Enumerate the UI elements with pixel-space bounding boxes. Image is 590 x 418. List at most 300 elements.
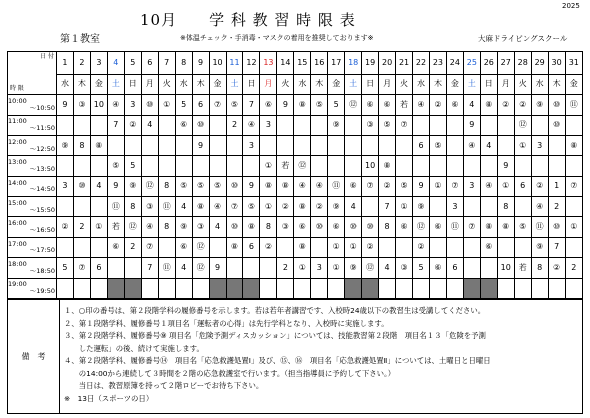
lesson-cell: 5 bbox=[175, 95, 192, 115]
weekday-cell: 水 bbox=[294, 74, 311, 94]
period-end: ～10:50 bbox=[29, 103, 55, 112]
lesson-cell bbox=[124, 258, 141, 278]
lesson-cell bbox=[277, 237, 294, 257]
date-cell: 28 bbox=[514, 52, 531, 75]
lesson-cell bbox=[446, 237, 463, 257]
period-time bbox=[8, 135, 57, 155]
lesson-cell: 9 bbox=[277, 95, 294, 115]
lesson-cell: ⑧ bbox=[192, 197, 209, 217]
lesson-cell bbox=[531, 156, 548, 176]
period-start: 19:00 bbox=[8, 280, 27, 289]
lesson-cell bbox=[294, 135, 311, 155]
lesson-cell bbox=[328, 135, 345, 155]
lesson-cell bbox=[328, 278, 345, 298]
lesson-cell: 8 bbox=[531, 258, 548, 278]
lesson-cell: ⑩ bbox=[73, 176, 90, 196]
period-end: ～13:50 bbox=[29, 164, 55, 173]
lesson-cell: 7 bbox=[548, 237, 565, 257]
weekday-cell: 金 bbox=[328, 74, 345, 94]
lesson-cell bbox=[141, 278, 158, 298]
lesson-cell: ① bbox=[90, 217, 107, 237]
lesson-cell: ⑤ bbox=[226, 95, 243, 115]
date-cell: 16 bbox=[311, 52, 328, 75]
lesson-cell bbox=[413, 278, 430, 298]
lesson-cell: 4 bbox=[90, 176, 107, 196]
note-line: した運転」の後、続けて実施します。 bbox=[64, 343, 204, 353]
period-start: 12:00 bbox=[8, 137, 27, 146]
lesson-cell: ① bbox=[328, 237, 345, 257]
lesson-cell: ③ bbox=[192, 217, 209, 237]
lesson-cell bbox=[73, 278, 90, 298]
lesson-cell bbox=[311, 135, 328, 155]
period-start: 14:00 bbox=[8, 178, 27, 187]
lesson-cell bbox=[226, 278, 243, 298]
lesson-cell: ⑧ bbox=[90, 135, 107, 155]
lesson-cell bbox=[463, 237, 480, 257]
lesson-cell: 7 bbox=[379, 197, 396, 217]
lesson-cell: 4 bbox=[480, 135, 497, 155]
weekday-cell: 木 bbox=[73, 74, 90, 94]
lesson-cell: ⑦ bbox=[446, 176, 463, 196]
lesson-cell: 若 bbox=[396, 95, 413, 115]
lesson-cell: ④ bbox=[294, 176, 311, 196]
lesson-cell: ⑦ bbox=[463, 217, 480, 237]
lesson-cell bbox=[277, 135, 294, 155]
lesson-cell bbox=[396, 237, 413, 257]
lesson-cell: 6 bbox=[514, 176, 531, 196]
lesson-cell: ② bbox=[277, 197, 294, 217]
lesson-cell bbox=[446, 115, 463, 135]
lesson-cell bbox=[209, 156, 226, 176]
lesson-cell: 3 bbox=[463, 176, 480, 196]
lesson-cell bbox=[209, 135, 226, 155]
lesson-cell bbox=[446, 278, 463, 298]
period-start: 15:00 bbox=[8, 198, 27, 207]
lesson-cell bbox=[141, 156, 158, 176]
lesson-cell bbox=[396, 135, 413, 155]
lesson-cell bbox=[124, 278, 141, 298]
lesson-cell: ⑤ bbox=[311, 95, 328, 115]
lesson-cell: ⑧ bbox=[294, 237, 311, 257]
date-cell: 26 bbox=[480, 52, 497, 75]
date-cell: 22 bbox=[413, 52, 430, 75]
lesson-cell bbox=[379, 237, 396, 257]
weekday-cell: 火 bbox=[396, 74, 413, 94]
lesson-cell: 6 bbox=[413, 135, 430, 155]
lesson-cell: ⑤ bbox=[396, 176, 413, 196]
lesson-cell: 4 bbox=[209, 217, 226, 237]
lesson-cell: 7 bbox=[141, 258, 158, 278]
lesson-cell: 3 bbox=[311, 258, 328, 278]
lesson-cell bbox=[429, 278, 446, 298]
period-end: ～12:50 bbox=[29, 144, 55, 153]
lesson-cell: 9 bbox=[497, 156, 514, 176]
lesson-cell: ⑫ bbox=[192, 237, 209, 257]
note-line: 当日は、教習原簿を持って２階ロビーでお待ち下さい。 bbox=[64, 381, 264, 390]
date-cell: 31 bbox=[565, 52, 582, 75]
lesson-cell bbox=[379, 135, 396, 155]
lesson-cell: ② bbox=[311, 197, 328, 217]
lesson-cell: ⑥ bbox=[446, 95, 463, 115]
lesson-cell bbox=[73, 197, 90, 217]
date-cell: 24 bbox=[446, 52, 463, 75]
lesson-cell bbox=[311, 156, 328, 176]
note-line: １、○印の番号は、第２段階学科の履修番号を示します。若は若年者講習です、入校時24歳以下の教習生は受講してください。 bbox=[64, 306, 486, 315]
lesson-cell bbox=[497, 278, 514, 298]
lesson-cell bbox=[514, 278, 531, 298]
lesson-cell: ① bbox=[328, 258, 345, 278]
lesson-cell bbox=[480, 197, 497, 217]
lesson-cell bbox=[429, 237, 446, 257]
lesson-cell: ⑦ bbox=[226, 197, 243, 217]
lesson-cell bbox=[565, 156, 582, 176]
period-end: ～18:50 bbox=[29, 266, 55, 275]
lesson-cell: ⑨ bbox=[175, 217, 192, 237]
lesson-cell bbox=[158, 135, 175, 155]
timetable bbox=[7, 51, 583, 299]
period-time bbox=[8, 258, 57, 278]
lesson-cell: ⑥ bbox=[480, 237, 497, 257]
period-row bbox=[8, 176, 583, 196]
date-cell: 11 bbox=[226, 52, 243, 75]
lesson-cell bbox=[158, 237, 175, 257]
period-end: ～17:50 bbox=[29, 246, 55, 255]
lesson-cell: ② bbox=[413, 237, 430, 257]
date-cell: 21 bbox=[396, 52, 413, 75]
lesson-cell bbox=[209, 237, 226, 257]
lesson-cell bbox=[565, 197, 582, 217]
lesson-cell: 4 bbox=[379, 258, 396, 278]
lesson-cell: 9 bbox=[192, 135, 209, 155]
note-line: ３、第２段階学科、履修番号⑨ 項目名「危険予測ディスカッション」については、技能教習第２段階 項目名１３「危険を予測 bbox=[64, 331, 486, 340]
period-time bbox=[8, 176, 57, 196]
lesson-cell: 2 bbox=[277, 258, 294, 278]
weekday-cell: 月 bbox=[497, 74, 514, 94]
lesson-cell bbox=[175, 156, 192, 176]
lesson-cell: ⑨ bbox=[413, 197, 430, 217]
page-title: 10月 学 科 教 習 時 限 表 bbox=[140, 11, 356, 29]
lesson-cell: 8 bbox=[158, 176, 175, 196]
lesson-cell: ⑥ bbox=[429, 217, 446, 237]
lesson-cell bbox=[175, 278, 192, 298]
period-row bbox=[8, 237, 583, 257]
weekday-cell: 月 bbox=[141, 74, 158, 94]
lesson-cell bbox=[345, 278, 362, 298]
lesson-cell: 8 bbox=[73, 135, 90, 155]
lesson-cell bbox=[260, 135, 277, 155]
lesson-cell: ⑫ bbox=[141, 176, 158, 196]
lesson-cell: ④ bbox=[311, 176, 328, 196]
weekday-cell: 土 bbox=[345, 74, 362, 94]
lesson-cell: ⑩ bbox=[548, 95, 565, 115]
lesson-cell bbox=[446, 135, 463, 155]
lesson-cell bbox=[345, 115, 362, 135]
lesson-cell: ⑪ bbox=[531, 217, 548, 237]
notes-label: 備 考 bbox=[8, 300, 60, 413]
lesson-cell: ⑥ bbox=[294, 217, 311, 237]
lesson-cell: ⑤ bbox=[243, 197, 260, 217]
lesson-cell: 9 bbox=[57, 95, 74, 115]
date-cell: 14 bbox=[277, 52, 294, 75]
period-time bbox=[8, 278, 57, 298]
lesson-cell: ② bbox=[429, 95, 446, 115]
weekday-cell: 日 bbox=[243, 74, 260, 94]
lesson-cell: ⑧ bbox=[480, 217, 497, 237]
lesson-cell: ⑪ bbox=[328, 176, 345, 196]
period-end: ～15:50 bbox=[29, 205, 55, 214]
lesson-cell: 4 bbox=[175, 258, 192, 278]
lesson-cell: ⑥ bbox=[379, 95, 396, 115]
lesson-cell bbox=[311, 278, 328, 298]
lesson-cell: ⑦ bbox=[362, 176, 379, 196]
lesson-cell: ② bbox=[362, 237, 379, 257]
lesson-cell bbox=[243, 278, 260, 298]
lesson-cell bbox=[497, 237, 514, 257]
lesson-cell: ② bbox=[514, 95, 531, 115]
lesson-cell bbox=[90, 237, 107, 257]
lesson-cell: ⑨ bbox=[57, 135, 74, 155]
lesson-cell: 10 bbox=[90, 95, 107, 115]
lesson-cell: ⑫ bbox=[294, 156, 311, 176]
lesson-cell: ① bbox=[565, 217, 582, 237]
lesson-cell: 3 bbox=[243, 135, 260, 155]
lesson-cell: 2 bbox=[226, 115, 243, 135]
weekday-cell: 土 bbox=[463, 74, 480, 94]
date-cell: 23 bbox=[429, 52, 446, 75]
corner-time-label: 時 限 bbox=[10, 85, 24, 93]
lesson-cell bbox=[90, 197, 107, 217]
period-end: ～19:50 bbox=[29, 287, 55, 296]
lesson-cell bbox=[226, 156, 243, 176]
lesson-cell: ⑨ bbox=[124, 176, 141, 196]
lesson-cell bbox=[107, 278, 124, 298]
weekday-cell: 水 bbox=[57, 74, 74, 94]
lesson-cell bbox=[497, 135, 514, 155]
lesson-cell: 5 bbox=[57, 258, 74, 278]
lesson-cell: 6 bbox=[446, 258, 463, 278]
lesson-cell: ⑩ bbox=[362, 217, 379, 237]
lesson-cell: 6 bbox=[90, 258, 107, 278]
notes-box bbox=[7, 299, 583, 414]
weekday-cell: 土 bbox=[226, 74, 243, 94]
lesson-cell bbox=[396, 278, 413, 298]
lesson-cell: ④ bbox=[209, 197, 226, 217]
period-time bbox=[8, 156, 57, 176]
date-cell: 17 bbox=[328, 52, 345, 75]
lesson-cell: ⑥ bbox=[260, 95, 277, 115]
lesson-cell: ⑦ bbox=[396, 115, 413, 135]
weekday-cell: 木 bbox=[311, 74, 328, 94]
date-cell: 3 bbox=[90, 52, 107, 75]
lesson-cell bbox=[429, 115, 446, 135]
period-time bbox=[8, 217, 57, 237]
lesson-cell bbox=[107, 135, 124, 155]
lesson-cell bbox=[328, 156, 345, 176]
lesson-cell: 5 bbox=[413, 258, 430, 278]
date-cell: 20 bbox=[379, 52, 396, 75]
lesson-cell bbox=[209, 278, 226, 298]
lesson-cell bbox=[226, 135, 243, 155]
lesson-cell: ⑩ bbox=[226, 176, 243, 196]
date-cell: 7 bbox=[158, 52, 175, 75]
weekday-cell: 火 bbox=[158, 74, 175, 94]
lesson-cell bbox=[277, 278, 294, 298]
date-cell: 19 bbox=[362, 52, 379, 75]
period-row bbox=[8, 135, 583, 155]
lesson-cell bbox=[497, 115, 514, 135]
lesson-cell: ⑥ bbox=[396, 217, 413, 237]
lesson-cell: ⑪ bbox=[158, 197, 175, 217]
lesson-cell bbox=[73, 115, 90, 135]
lesson-cell: 10 bbox=[362, 156, 379, 176]
lesson-cell: ④ bbox=[243, 115, 260, 135]
lesson-cell: 2 bbox=[548, 197, 565, 217]
date-cell: 8 bbox=[175, 52, 192, 75]
lesson-cell: 9 bbox=[243, 176, 260, 196]
lesson-cell bbox=[57, 197, 74, 217]
lesson-cell: ⑥ bbox=[107, 237, 124, 257]
period-end: ～11:50 bbox=[29, 124, 55, 133]
lesson-cell bbox=[480, 278, 497, 298]
period-row bbox=[8, 258, 583, 278]
lesson-cell: ③ bbox=[141, 197, 158, 217]
hygiene-notice: ※体温チェック・手消毒・マスクの着用を推奨しております※ bbox=[180, 34, 374, 42]
lesson-cell: ② bbox=[548, 258, 565, 278]
lesson-cell bbox=[175, 135, 192, 155]
lesson-cell: ⑤ bbox=[429, 135, 446, 155]
lesson-cell: 10 bbox=[497, 258, 514, 278]
lesson-cell: 2 bbox=[565, 258, 582, 278]
lesson-cell: ① bbox=[260, 156, 277, 176]
period-row bbox=[8, 278, 583, 298]
lesson-cell: ⑫ bbox=[124, 217, 141, 237]
weekday-cell: 木 bbox=[548, 74, 565, 94]
lesson-cell bbox=[480, 156, 497, 176]
lesson-cell bbox=[226, 258, 243, 278]
classroom-label: 第１教室 bbox=[60, 34, 100, 45]
lesson-cell: ⑥ bbox=[345, 176, 362, 196]
lesson-cell bbox=[345, 156, 362, 176]
notes-body bbox=[64, 305, 578, 405]
corner-day-label: 日 付 bbox=[40, 53, 54, 60]
date-cell: 25 bbox=[463, 52, 480, 75]
weekday-cell: 金 bbox=[446, 74, 463, 94]
lesson-cell: ⑩ bbox=[192, 115, 209, 135]
weekday-cell: 日 bbox=[124, 74, 141, 94]
lesson-cell bbox=[294, 115, 311, 135]
lesson-cell: ⑪ bbox=[107, 197, 124, 217]
lesson-cell bbox=[480, 258, 497, 278]
date-cell: 18 bbox=[345, 52, 362, 75]
lesson-cell: ① bbox=[345, 237, 362, 257]
lesson-cell: 4 bbox=[345, 197, 362, 217]
lesson-cell: 8 bbox=[379, 217, 396, 237]
lesson-cell: ③ bbox=[73, 95, 90, 115]
date-cell: 27 bbox=[497, 52, 514, 75]
date-cell: 15 bbox=[294, 52, 311, 75]
lesson-cell: ⑨ bbox=[328, 197, 345, 217]
lesson-cell: 3 bbox=[57, 176, 74, 196]
period-row bbox=[8, 217, 583, 237]
lesson-cell: 4 bbox=[141, 115, 158, 135]
lesson-cell: ⑥ bbox=[362, 95, 379, 115]
lesson-cell: ② bbox=[57, 217, 74, 237]
note-line: ４、第２段階学科、履修番号⑭ 項目名「応急救護処置Ⅰ」及び、⑮、⑯ 項目名「応急救護処置Ⅱ」については、土曜日と日曜日 bbox=[64, 356, 491, 365]
lesson-cell: 5 bbox=[124, 156, 141, 176]
lesson-cell: ⑩ bbox=[311, 217, 328, 237]
lesson-cell: ② bbox=[379, 176, 396, 196]
lesson-cell: ③ bbox=[277, 217, 294, 237]
lesson-cell: ⑧ bbox=[497, 217, 514, 237]
lesson-cell: ⑪ bbox=[565, 95, 582, 115]
weekday-cell: 火 bbox=[277, 74, 294, 94]
lesson-cell bbox=[548, 156, 565, 176]
lesson-cell: ⑥ bbox=[429, 258, 446, 278]
lesson-cell bbox=[107, 258, 124, 278]
lesson-cell: 7 bbox=[243, 95, 260, 115]
lesson-cell: ⑩ bbox=[226, 217, 243, 237]
lesson-cell: 9 bbox=[413, 176, 430, 196]
weekday-cell: 土 bbox=[107, 74, 124, 94]
weekday-cell: 日 bbox=[480, 74, 497, 94]
lesson-cell bbox=[514, 237, 531, 257]
lesson-cell: ① bbox=[514, 135, 531, 155]
weekday-cell: 木 bbox=[429, 74, 446, 94]
lesson-cell bbox=[413, 156, 430, 176]
lesson-cell: 9 bbox=[107, 176, 124, 196]
lesson-cell bbox=[90, 156, 107, 176]
lesson-cell bbox=[463, 278, 480, 298]
date-cell: 13 bbox=[260, 52, 277, 75]
lesson-cell: ⑩ bbox=[548, 115, 565, 135]
lesson-cell bbox=[514, 197, 531, 217]
lesson-cell: 8 bbox=[124, 197, 141, 217]
period-end: ～16:50 bbox=[29, 226, 55, 235]
lesson-cell bbox=[192, 278, 209, 298]
lesson-cell: ⑧ bbox=[260, 176, 277, 196]
lesson-cell: ② bbox=[260, 237, 277, 257]
lesson-cell: 8 bbox=[158, 217, 175, 237]
lesson-cell: 3 bbox=[124, 95, 141, 115]
lesson-cell bbox=[158, 156, 175, 176]
lesson-cell: 7 bbox=[107, 115, 124, 135]
lesson-cell: ⑪ bbox=[158, 258, 175, 278]
lesson-cell bbox=[413, 115, 430, 135]
lesson-cell: 8 bbox=[497, 197, 514, 217]
lesson-cell bbox=[548, 278, 565, 298]
lesson-cell bbox=[565, 237, 582, 257]
lesson-cell: 8 bbox=[260, 217, 277, 237]
period-row bbox=[8, 197, 583, 217]
lesson-cell: ⑦ bbox=[141, 237, 158, 257]
lesson-cell bbox=[565, 278, 582, 298]
lesson-cell: ① bbox=[497, 176, 514, 196]
lesson-cell bbox=[260, 258, 277, 278]
lesson-cell bbox=[480, 115, 497, 135]
lesson-cell: 6 bbox=[192, 95, 209, 115]
date-cell: 1 bbox=[57, 52, 74, 75]
date-cell: 4 bbox=[107, 52, 124, 75]
lesson-cell: ④ bbox=[107, 95, 124, 115]
lesson-cell: 1 bbox=[548, 176, 565, 196]
period-row bbox=[8, 95, 583, 115]
lesson-cell: 2 bbox=[124, 237, 141, 257]
lesson-cell: 4 bbox=[463, 95, 480, 115]
lesson-cell bbox=[73, 156, 90, 176]
lesson-cell bbox=[514, 156, 531, 176]
period-start: 16:00 bbox=[8, 219, 27, 228]
lesson-cell: ⑩ bbox=[141, 95, 158, 115]
